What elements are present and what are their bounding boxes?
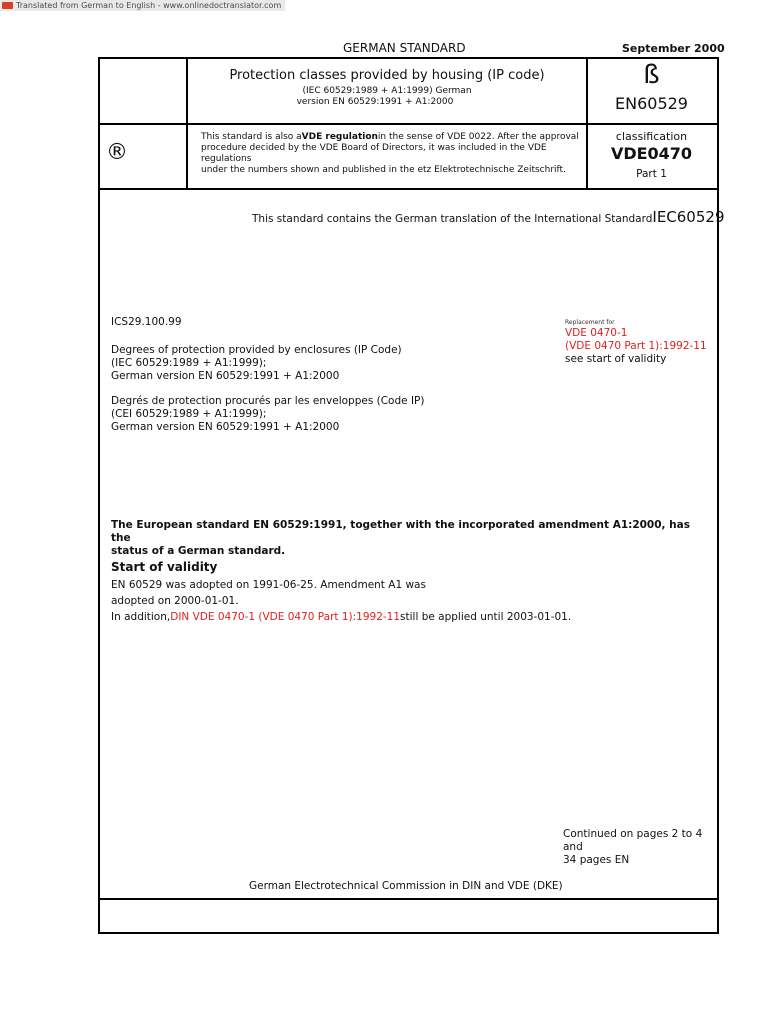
validity-line3-post: still be applied until 2003-01-01.: [400, 611, 572, 623]
english-title-line3: German version EN 60529:1991 + A1:2000: [111, 370, 340, 382]
replacement-line3: see start of validity: [565, 353, 667, 365]
registered-mark-icon: ®: [106, 140, 128, 165]
intro-line: [252, 207, 724, 226]
regulation-text-line3: under the numbers shown and published in the etz Elektrotechnische Zeitschrift.: [201, 165, 566, 175]
french-title-line2: (CEI 60529:1989 + A1:1999);: [111, 408, 267, 420]
english-title-line2: (IEC 60529:1989 + A1:1999);: [111, 357, 267, 369]
commission-name: German Electrotechnical Commission in DIN and VDE (DKE): [249, 880, 563, 892]
replacement-label: Replacement for: [565, 319, 615, 326]
standard-number: EN60529: [615, 94, 688, 113]
din-mark-icon: ß: [643, 60, 660, 90]
continued-line2: 34 pages EN: [563, 854, 630, 866]
regulation-text-pre: This standard is also a: [201, 132, 302, 142]
classification-value: VDE0470: [610, 144, 693, 163]
status-statement: [111, 519, 701, 558]
divider-footer: [98, 898, 719, 900]
intro-standard: IEC60529: [652, 208, 725, 226]
classification-label: classification: [615, 130, 688, 143]
intro-text: This standard contains the German translation of the International Standard: [252, 213, 653, 225]
validity-heading: Start of validity: [111, 560, 218, 574]
classification-part: Part 1: [636, 168, 667, 180]
vde-regulation-text: [201, 132, 581, 176]
french-title-line1: Degrés de protection procurés par les enveloppes (Code IP): [111, 395, 425, 407]
translator-logo-icon: [2, 2, 13, 9]
regulation-text-line2: procedure decided by the VDE Board of Directors, it was included in the VDE regulations: [201, 143, 547, 164]
english-title-block: [111, 344, 402, 383]
divider-header: [98, 123, 719, 125]
standard-type: GERMAN STANDARD: [343, 41, 466, 55]
status-line1: The European standard EN 60529:1991, together with the incorporated amendment A1:2000, has the: [111, 519, 690, 544]
document-subtitle-1: (IEC 60529:1989 + A1:1999) German: [302, 86, 472, 96]
translator-banner-text: Translated from German to English - www.onlinedoctranslator.com: [16, 1, 282, 10]
validity-line2: adopted on 2000-01-01.: [111, 595, 239, 607]
regulation-text-bold: VDE regulation: [301, 132, 378, 142]
validity-line3-red: DIN VDE 0470-1 (VDE 0470 Part 1):1992-11: [170, 611, 401, 623]
translator-banner[interactable]: [0, 0, 285, 11]
continued-line1: Continued on pages 2 to 4 and: [563, 828, 703, 853]
document-title: Protection classes provided by housing (IP code): [229, 68, 545, 83]
standard-id-block: [588, 60, 715, 114]
french-title-block: [111, 395, 424, 434]
document-subtitle-2: version EN 60529:1991 + A1:2000: [296, 97, 454, 107]
validity-line1: EN 60529 was adopted on 1991-06-25. Amendment A1 was: [111, 579, 426, 591]
ics-code: ICS29.100.99: [111, 316, 182, 328]
validity-text: [111, 577, 711, 625]
validity-line3-pre: In addition,: [111, 611, 171, 623]
french-title-line3: German version EN 60529:1991 + A1:2000: [111, 421, 340, 433]
english-title-line1: Degrees of protection provided by enclosures (IP Code): [111, 344, 402, 356]
divider-regulation: [98, 188, 719, 190]
publication-date: September 2000: [622, 42, 725, 55]
replacement-line1: VDE 0470-1: [565, 327, 628, 339]
title-block: [188, 68, 586, 108]
replacement-line2: (VDE 0470 Part 1):1992-11: [565, 340, 707, 352]
continued-note: [563, 828, 711, 867]
status-line2: status of a German standard.: [111, 545, 286, 557]
regulation-text-post: in the sense of VDE 0022. After the approval: [377, 132, 579, 142]
replacement-block: [565, 319, 710, 366]
classification-block: [588, 130, 715, 181]
